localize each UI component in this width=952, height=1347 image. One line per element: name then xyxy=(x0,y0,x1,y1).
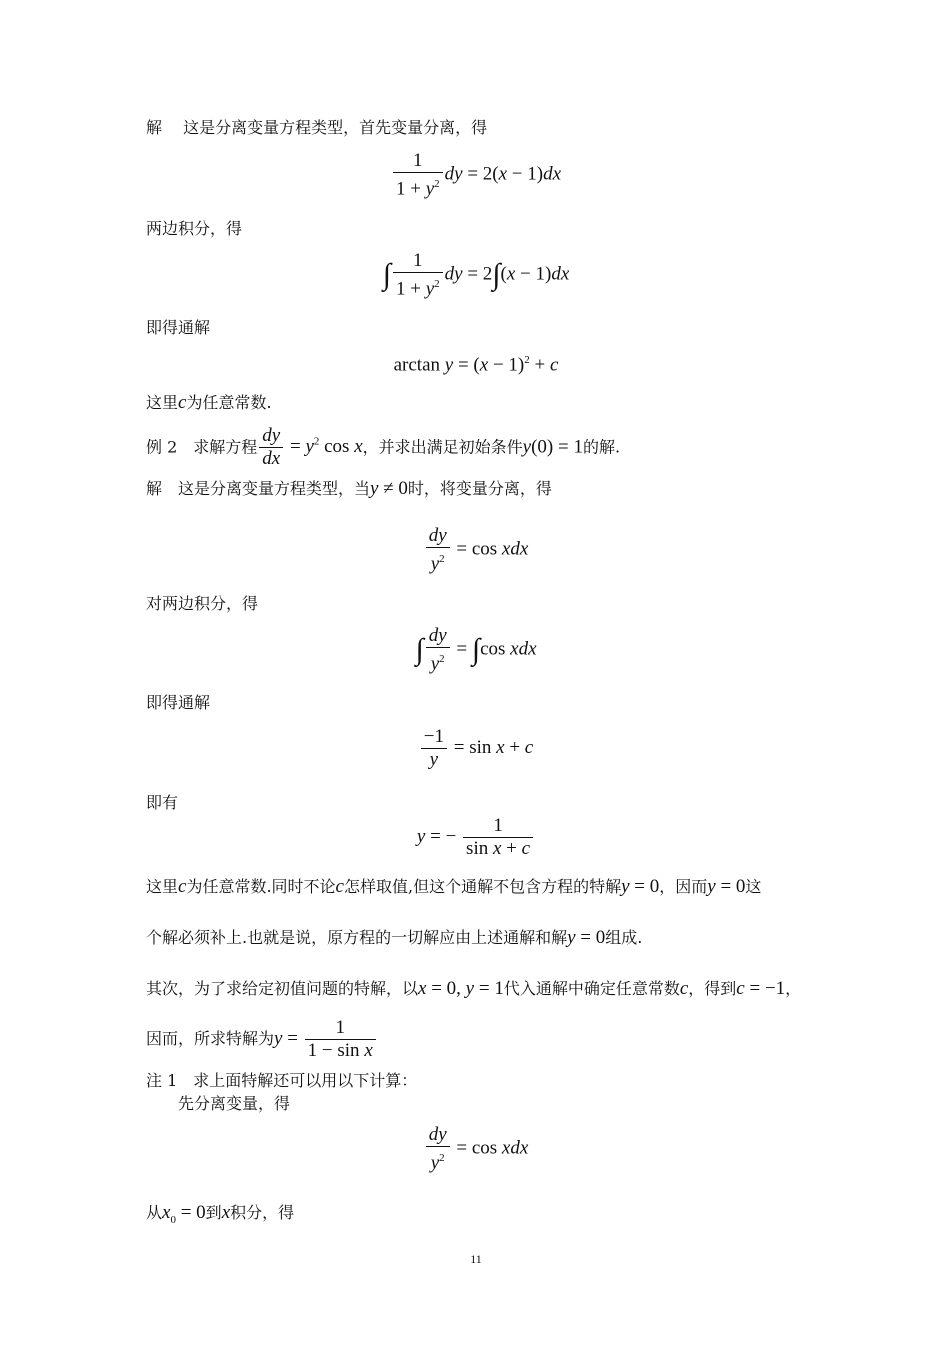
text-that-is: 即有 xyxy=(146,793,179,812)
example-2: 例 2 求解方程 $\frac{dy}{dx}$ = $y^2$ cos x，并求出满足初始条件y(0) = 1的解. xyxy=(146,425,621,470)
equation-y-solution: y = − $\frac{1}{\text{sin x + c}}$ xyxy=(0,815,952,860)
equation-sin: $\frac{-1}{y}$ = sin x + c xyxy=(0,726,952,771)
equation-integral-2: ∫ $\frac{dy}{y^2}$ = ∫cos xdx xyxy=(415,625,537,675)
paragraph-special-solution-2: 个解必须补上.也就是说，原方程的一切解应由上述通解和解y = 0组成. xyxy=(146,927,643,948)
paragraph-particular-solution: 因而，所求特解为y = $\frac{1}{\text{1 − sin x}}$ xyxy=(146,1016,378,1062)
solution-line-1: 解 这是分离变量方程类型，首先变量分离，得 xyxy=(146,118,488,137)
equation-arctan: $\arctan y = (x - 1)^2 + c$ xyxy=(393,354,559,376)
text-integrate-both-2: 对两边积分，得 xyxy=(146,594,259,613)
text-integrate-from: 从$x_0 = 0$到x积分，得 xyxy=(146,1202,295,1226)
page-number: 11 xyxy=(470,1252,482,1266)
equation-separated-2: $\frac{dy}{y^2}$ = cos xdx xyxy=(0,525,952,575)
note-1-step: 先分离变量，得 xyxy=(178,1094,291,1113)
solution-line-2: 解 这是分离变量方程类型，当y ≠ 0时，将变量分离，得 xyxy=(146,478,552,499)
equation-integral-1: ∫ $\frac{1}{1 + y^2}$ dy = 2∫(x − 1)dx xyxy=(382,250,570,300)
text-integrate-both: 两边积分，得 xyxy=(146,219,243,238)
equation-separated-3: $\frac{dy}{y^2}$ = cos xdx xyxy=(0,1124,952,1174)
paragraph-special-solution-1: 这里c为任意常数.同时不论c怎样取值,但这个通解不包含方程的特解y = 0，因而y = 0这 xyxy=(146,876,762,897)
text-general-solution-1: 即得通解 xyxy=(146,318,211,337)
text-arbitrary-constant-1: 这里c为任意常数. xyxy=(146,392,272,413)
equation-separated-1: $\frac{1}{1 + y^2}$ dy = 2(x − 1)dx xyxy=(0,150,952,200)
paragraph-initial-value: 其次，为了求给定初值问题的特解，以x = 0, y = 1代入通解中确定任意常数c，得到c = −1， xyxy=(146,978,802,999)
note-1: 注 1 求上面特解还可以用以下计算： xyxy=(146,1071,418,1090)
text-general-solution-2: 即得通解 xyxy=(146,693,211,712)
